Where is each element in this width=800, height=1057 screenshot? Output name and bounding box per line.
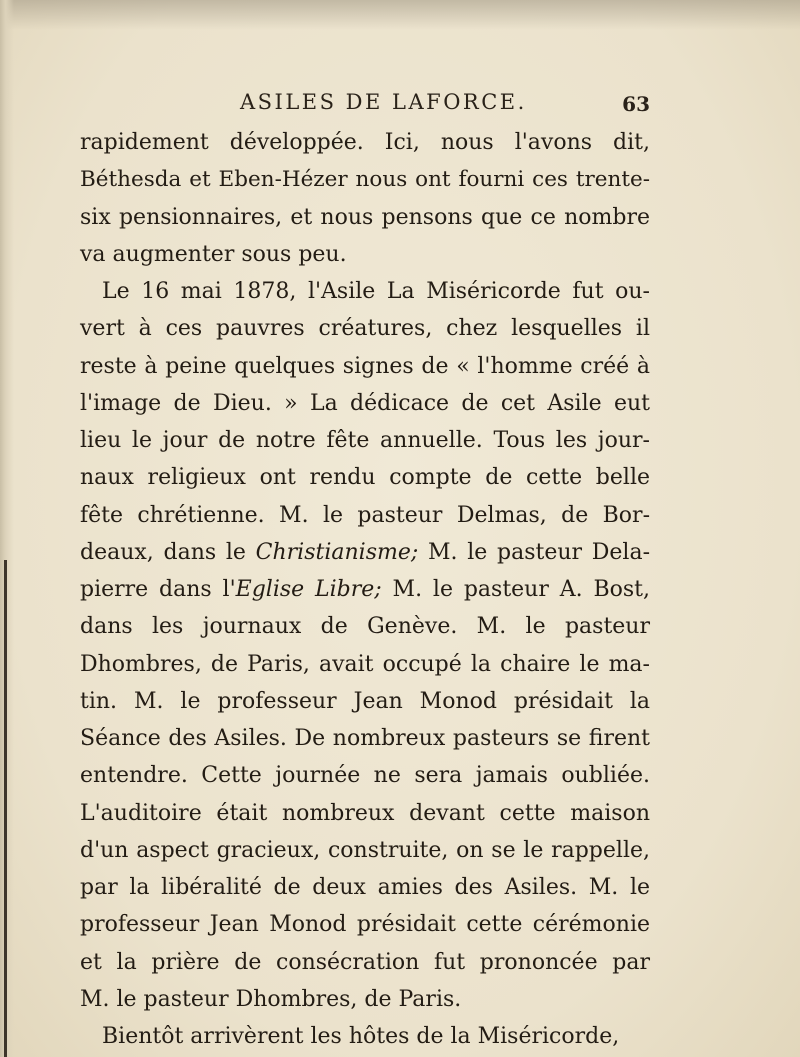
binding-edge-line <box>4 560 7 1057</box>
italic-title-christianisme: Christianisme; <box>255 539 419 565</box>
text-line-3: six pensionnaires, et nous pensons que ce nombre <box>80 204 650 230</box>
page-gutter-edge <box>0 0 14 1057</box>
text-line-5: Le 16 mai 1878, l'Asile La Miséricorde fut ou- <box>102 279 650 304</box>
text-line-19: L'auditoire était nombreux devant cette maison <box>80 800 650 826</box>
text-line-8: l'image de Dieu. » La dédicace de cet Asile eut <box>80 390 650 416</box>
text-line-23: et la prière de consécration fut prononcée par <box>80 949 650 975</box>
text-line-7: reste à peine quelques signes de « l'homme créé à <box>80 353 650 379</box>
text-line-1: rapidement développée. Ici, nous l'avons dit, <box>80 130 650 155</box>
text-line-12: deaux, dans le Christianisme; M. le pasteur Dela- <box>80 539 651 565</box>
text-line-2: Béthesda et Eben-Hézer nous ont fourni ces trente- <box>80 167 650 193</box>
text-line-15: Dhombres, de Paris, avait occupé la chaire le ma- <box>80 651 650 677</box>
text-line-10: naux religieux ont rendu compte de cette belle <box>80 465 650 491</box>
text-line-25: Bientôt arrivèrent les hôtes de la Miséricorde, <box>102 1024 620 1049</box>
text-line-17: Séance des Asiles. De nombreux pasteurs se firent <box>80 726 650 751</box>
page-number: 63 <box>622 92 650 116</box>
text-line-11: fête chrétienne. M. le pasteur Delmas, de Bor- <box>80 502 650 528</box>
text-line-16: tin. M. le professeur Jean Monod présidait la <box>80 688 650 714</box>
text-line-21: par la libéralité de deux amies des Asiles. M. le <box>80 875 650 900</box>
text-line-6: vert à ces pauvres créatures, chez lesquelles il <box>80 316 650 342</box>
running-title: ASILES DE LAFORCE. <box>240 90 527 114</box>
italic-title-eglise-libre: Eglise Libre; <box>235 577 382 602</box>
text-line-13: pierre dans l'Eglise Libre; M. le pasteur A. Bost, <box>80 577 650 602</box>
text-line-14: dans les journaux de Genève. M. le pasteur <box>80 614 650 640</box>
text-line-22: professeur Jean Monod présidait cette cérémonie <box>80 912 650 938</box>
page-top-shadow <box>0 0 800 30</box>
text-line-20: d'un aspect gracieux, construite, on se le rappelle, <box>80 837 650 863</box>
text-line-4: va augmenter sous peu. <box>80 241 347 267</box>
text-line-9: lieu le jour de notre fête annuelle. Tous les jour- <box>80 428 650 453</box>
text-line-18: entendre. Cette journée ne sera jamais oubliée. <box>80 763 650 789</box>
text-line-24: M. le pasteur Dhombres, de Paris. <box>80 986 462 1012</box>
running-head <box>80 88 650 118</box>
body-text <box>80 124 650 1055</box>
